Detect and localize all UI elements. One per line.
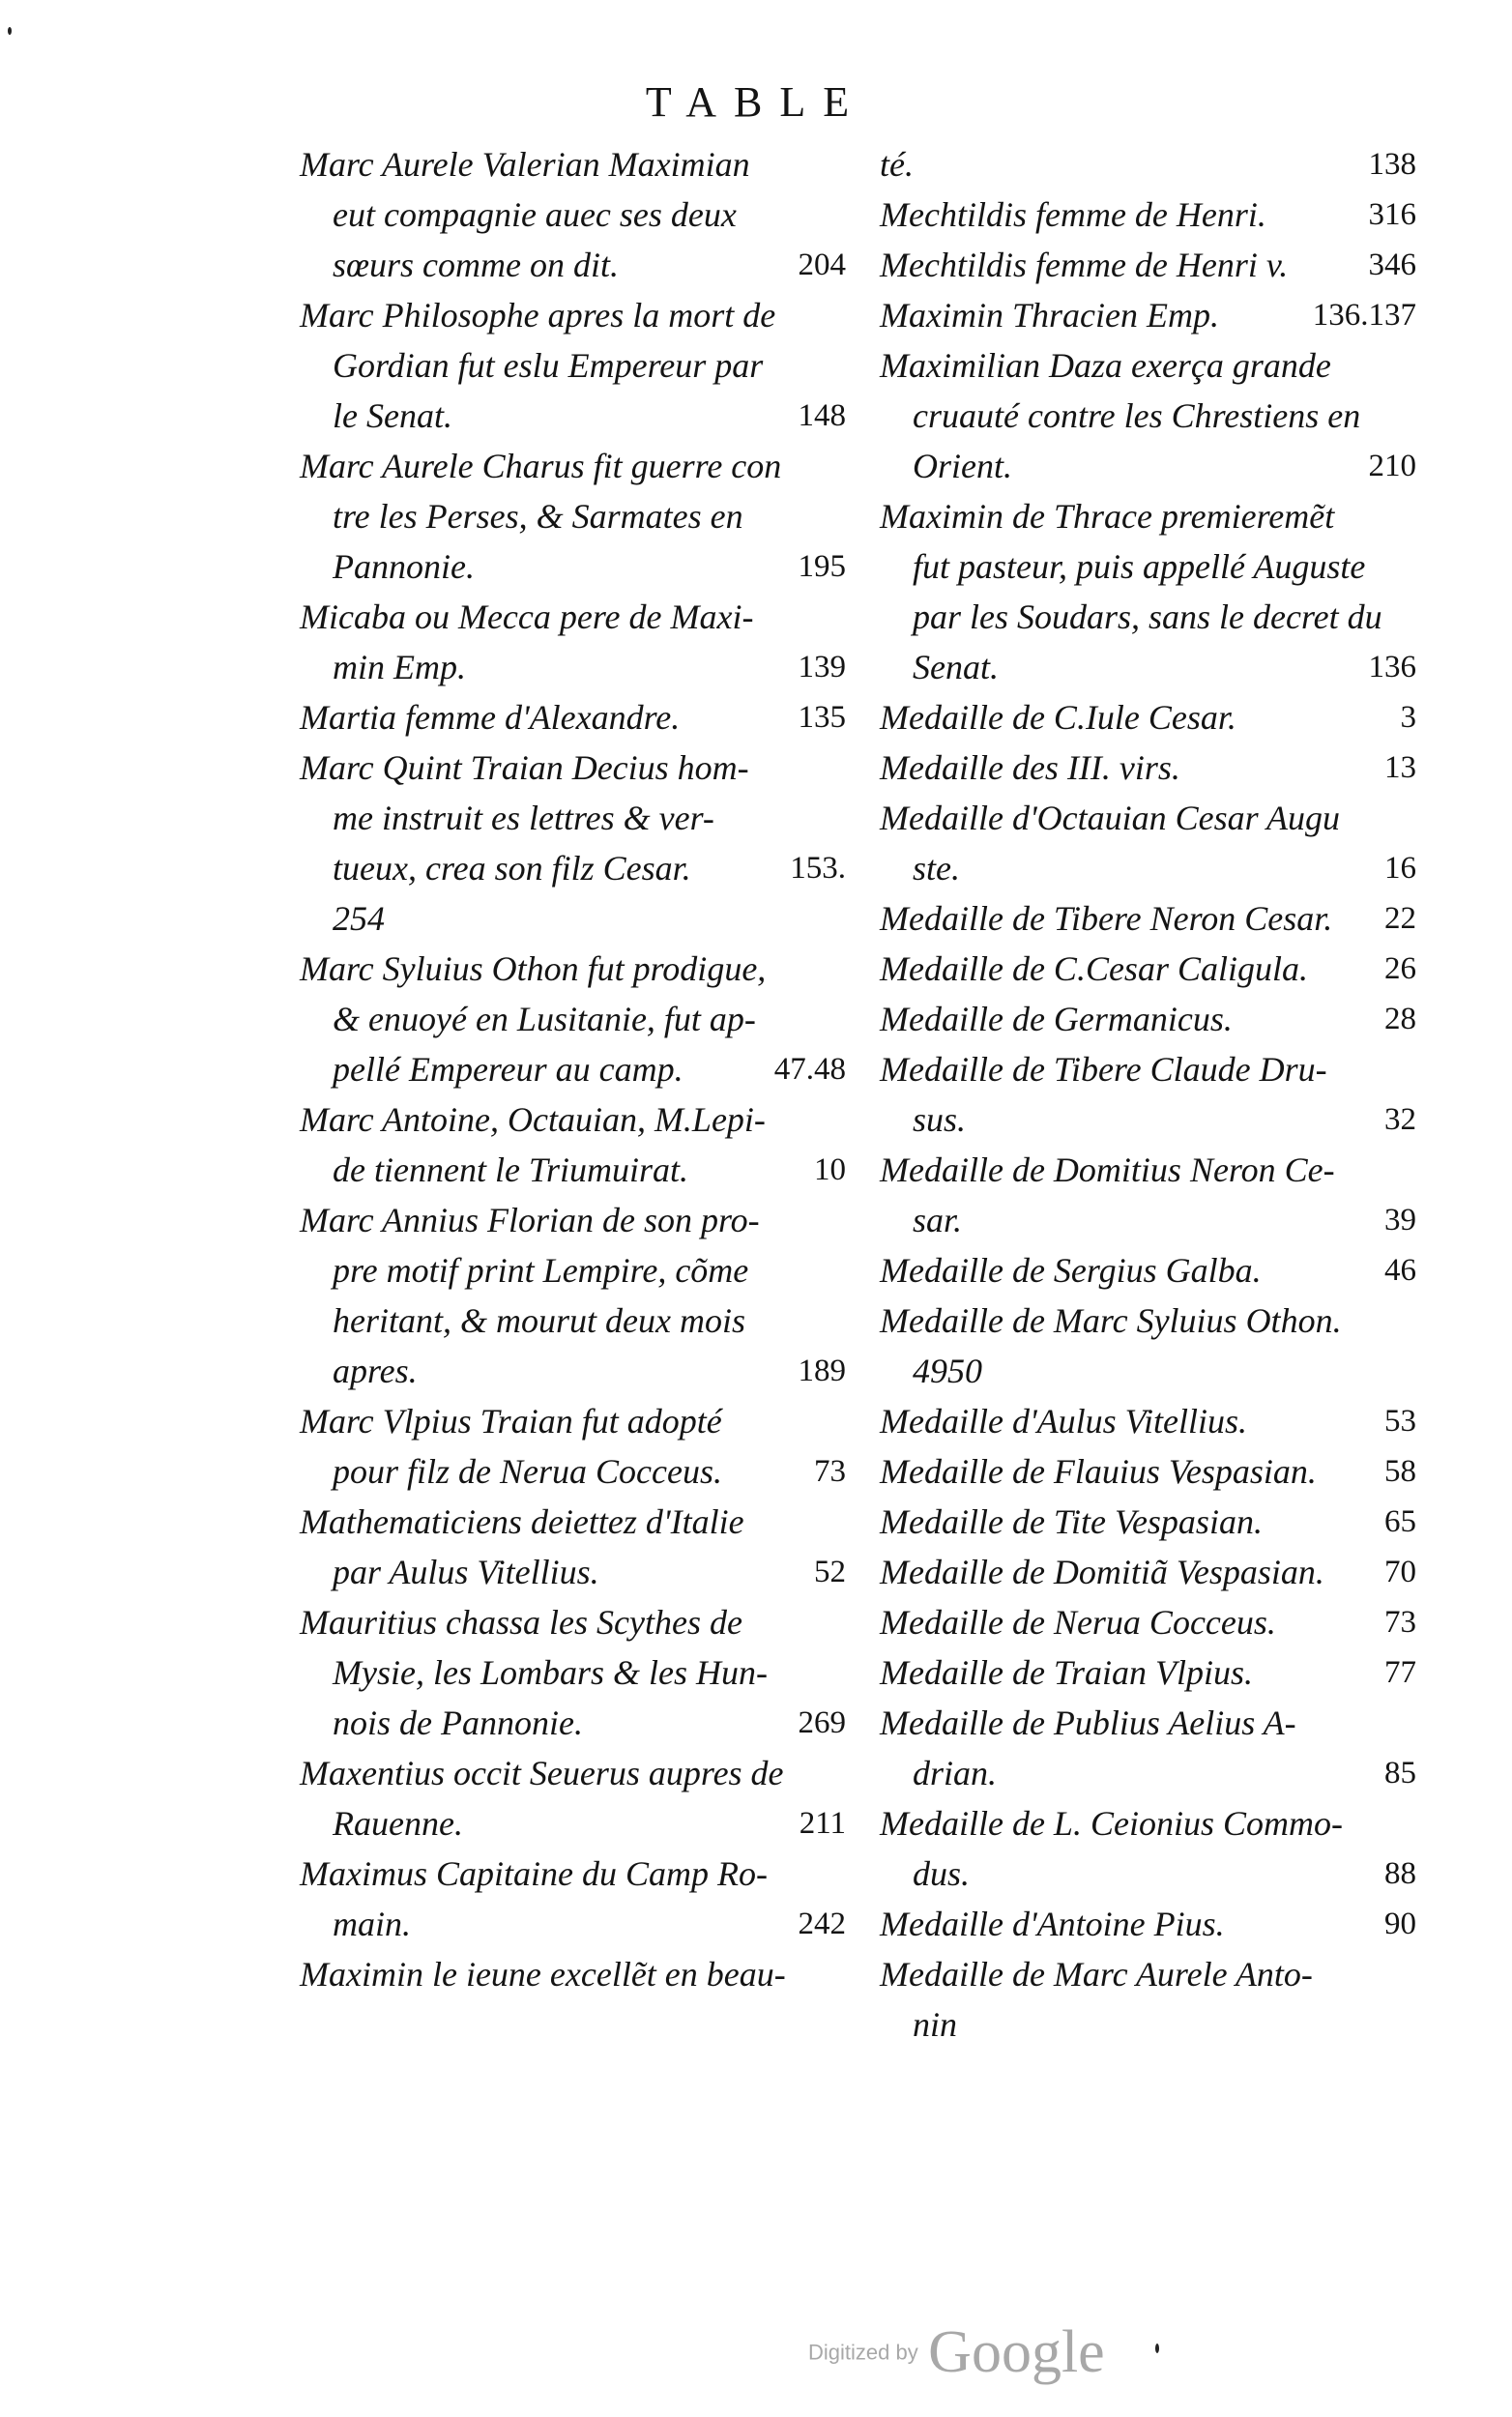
page-number: 52 [814, 1555, 846, 1589]
entry-line: Medaille de C.Cesar Caligula. [880, 949, 1308, 988]
entry-line: heritant, & mourut deux mois [333, 1301, 745, 1340]
entry-line: eut compagnie auec ses deux [333, 195, 737, 234]
entry-line: Medaille de Domitius Neron Ce- [880, 1150, 1335, 1189]
entry-line: Rauenne. [333, 1804, 463, 1843]
entry-line: Marc Aurele Charus fit guerre con [300, 447, 782, 485]
page-number: 148 [798, 398, 846, 433]
index-entry [300, 1949, 846, 1999]
entry-line: Martia femme d'Alexandre. [300, 698, 681, 737]
index-entry [300, 139, 846, 290]
index-entry [880, 893, 1416, 944]
index-entry [880, 994, 1416, 1044]
entry-line: Mauritius chassa les Scythes de [300, 1603, 742, 1642]
entry-line: tueux, crea son filz Cesar. [333, 849, 691, 888]
entry-line: par les Soudars, sans le decret du [913, 597, 1382, 636]
entry-line: Medaille d'Antoine Pius. [880, 1905, 1225, 1943]
page-number: 316 [1368, 197, 1416, 232]
entry-line: Marc Philosophe apres la mort de [300, 296, 776, 335]
entry-line: Gordian fut eslu Empereur par [333, 346, 764, 385]
index-entry [880, 1647, 1416, 1698]
entry-line: Maximin le ieune excellẽt en beau- [300, 1955, 786, 1994]
entry-line: Marc Vlpius Traian fut adopté [300, 1402, 722, 1441]
page-number: 189 [798, 1354, 846, 1388]
index-entry [300, 692, 846, 743]
entry-line: Medaille d'Aulus Vitellius. [880, 1402, 1247, 1441]
entry-line: Mechtildis femme de Henri v. [880, 246, 1289, 284]
index-entry [300, 592, 846, 692]
page-number: 32 [1384, 1102, 1416, 1137]
index-entry [880, 1899, 1416, 1949]
entry-line: Medaille de L. Ceionius Commo- [880, 1804, 1343, 1843]
page-number: 58 [1384, 1454, 1416, 1489]
entry-line: le Senat. [333, 396, 452, 435]
index-entry [300, 1597, 846, 1748]
page-number: 135 [798, 700, 846, 735]
entry-line: pour filz de Nerua Cocceus. [333, 1452, 722, 1491]
page-number: 70 [1384, 1555, 1416, 1589]
digitized-label: Digitized by [808, 2340, 918, 2365]
page-number: 138 [1368, 147, 1416, 182]
entry-line: Medaille de Marc Syluius Othon. [880, 1301, 1342, 1340]
page-number: 88 [1384, 1856, 1416, 1891]
index-entry [300, 1396, 846, 1497]
entry-line: cruauté contre les Chrestiens en [913, 396, 1361, 435]
google-logo: Google [928, 2319, 1105, 2385]
right-column [880, 139, 1416, 2050]
index-entry [880, 743, 1416, 793]
entry-line: Marc Aurele Valerian Maximian [300, 145, 750, 184]
entry-line: & enuoyé en Lusitanie, fut ap- [333, 1000, 756, 1038]
entry-line: Medaille des III. virs. [880, 748, 1180, 787]
entry-line: Maximin Thracien Emp. [880, 296, 1219, 335]
entry-line: nin [913, 2005, 958, 2044]
entry-line: min Emp. [333, 648, 466, 686]
entry-line: Marc Syluius Othon fut prodigue, [300, 949, 767, 988]
index-entry [880, 1044, 1416, 1145]
index-entry [880, 1497, 1416, 1547]
index-entry [300, 944, 846, 1094]
entry-line: de tiennent le Triumuirat. [333, 1150, 688, 1189]
entry-line: Orient. [913, 447, 1012, 485]
page-number: 210 [1368, 449, 1416, 483]
index-entry [300, 1094, 846, 1195]
entry-line: Medaille de Tite Vespasian. [880, 1502, 1263, 1541]
page-number: 26 [1384, 951, 1416, 986]
ink-speck [8, 27, 12, 35]
entry-line: Marc Quint Traian Decius hom- [300, 748, 749, 787]
page-number: 73 [1384, 1605, 1416, 1640]
entry-line: Pannonie. [333, 547, 475, 586]
entry-line: main. [333, 1905, 411, 1943]
entry-line: Medaille de Germanicus. [880, 1000, 1233, 1038]
page-number: 46 [1384, 1253, 1416, 1288]
page-number: 242 [798, 1907, 846, 1941]
index-entry [880, 290, 1416, 340]
index-entry [880, 139, 1416, 189]
entry-line: Medaille de Nerua Cocceus. [880, 1603, 1276, 1642]
entry-line: tre les Perses, & Sarmates en [333, 497, 743, 536]
entry-line: Medaille de Flauius Vespasian. [880, 1452, 1317, 1491]
index-entry [300, 1497, 846, 1597]
page-number: 195 [798, 549, 846, 584]
index-entry [880, 340, 1416, 491]
index-entry [880, 1698, 1416, 1798]
entry-line: Medaille de Publius Aelius A- [880, 1704, 1296, 1742]
entry-line: 254 [333, 899, 385, 938]
ink-speck [1155, 2344, 1159, 2353]
page-number: 90 [1384, 1907, 1416, 1941]
index-entry [880, 240, 1416, 290]
entry-line: Medaille de Traian Vlpius. [880, 1653, 1253, 1692]
entry-line: Maxentius occit Seuerus aupres de [300, 1754, 784, 1792]
entry-line: par Aulus Vitellius. [333, 1553, 599, 1591]
entry-line: Medaille de Marc Aurele Anto- [880, 1955, 1313, 1994]
index-entry [300, 290, 846, 441]
page-number: 13 [1384, 750, 1416, 785]
index-entry [300, 1849, 846, 1949]
entry-line: Maximus Capitaine du Camp Ro- [300, 1854, 768, 1893]
index-entry [880, 1145, 1416, 1245]
page-heading: TABLE [645, 78, 867, 126]
page-number: 47.48 [773, 1052, 846, 1087]
entry-line: Maximin de Thrace premieremẽt [880, 497, 1335, 536]
entry-line: pre motif print Lempire, cõme [333, 1251, 749, 1290]
index-entry [880, 692, 1416, 743]
entry-line: dus. [913, 1854, 971, 1893]
index-entry [880, 793, 1416, 893]
entry-line: Mathematiciens deiettez d'Italie [300, 1502, 744, 1541]
page-number: 269 [798, 1705, 846, 1740]
entry-line: sus. [913, 1100, 967, 1139]
page-number: 28 [1384, 1002, 1416, 1036]
page-number: 211 [799, 1806, 846, 1841]
page-number: 65 [1384, 1504, 1416, 1539]
entry-line: Marc Antoine, Octauian, M.Lepi- [300, 1100, 766, 1139]
page-number: 153. [790, 851, 846, 886]
index-entry [880, 944, 1416, 994]
index-entry [880, 1597, 1416, 1647]
index-entry [880, 1949, 1416, 2050]
index-entry [880, 1798, 1416, 1899]
entry-line: me instruit es lettres & ver- [333, 799, 714, 837]
entry-line: Medaille de Sergius Galba. [880, 1251, 1262, 1290]
page-number: 10 [814, 1152, 846, 1187]
page-number: 136.137 [1312, 298, 1416, 333]
page-number: 77 [1384, 1655, 1416, 1690]
index-entry [880, 1296, 1416, 1396]
page-number: 204 [798, 248, 846, 282]
page-number: 39 [1384, 1203, 1416, 1238]
entry-line: Maximilian Daza exerça grande [880, 346, 1331, 385]
entry-line: 4950 [913, 1352, 982, 1390]
page-number: 53 [1384, 1404, 1416, 1439]
page-number: 346 [1368, 248, 1416, 282]
entry-line: Medaille de Domitiã Vespasian. [880, 1553, 1324, 1591]
entry-line: té. [880, 145, 914, 184]
page-number: 139 [798, 650, 846, 684]
left-column [300, 139, 846, 1999]
entry-line: Medaille de Tibere Neron Cesar. [880, 899, 1333, 938]
entry-line: Mysie, les Lombars & les Hun- [333, 1653, 768, 1692]
page-number: 85 [1384, 1756, 1416, 1791]
entry-line: nois de Pannonie. [333, 1704, 583, 1742]
index-entry [880, 1547, 1416, 1597]
index-entry [300, 743, 846, 944]
entry-line: Marc Annius Florian de son pro- [300, 1201, 760, 1239]
digitized-by-watermark [808, 2318, 1105, 2387]
entry-line: apres. [333, 1352, 418, 1390]
index-entry [300, 1195, 846, 1396]
entry-line: Medaille de Tibere Claude Dru- [880, 1050, 1327, 1089]
index-entry [880, 1245, 1416, 1296]
entry-line: pellé Empereur au camp. [333, 1050, 683, 1089]
index-entry [880, 189, 1416, 240]
page-number: 22 [1384, 901, 1416, 936]
entry-line: Medaille d'Octauian Cesar Augu [880, 799, 1340, 837]
page-number: 73 [814, 1454, 846, 1489]
index-entry [880, 1446, 1416, 1497]
entry-line: Micaba ou Mecca pere de Maxi- [300, 597, 754, 636]
page-number: 136 [1368, 650, 1416, 684]
index-entry [300, 1748, 846, 1849]
page-number: 16 [1384, 851, 1416, 886]
entry-line: Mechtildis femme de Henri. [880, 195, 1266, 234]
page-number: 3 [1400, 700, 1416, 735]
entry-line: drian. [913, 1754, 998, 1792]
index-entry [300, 441, 846, 592]
entry-line: Senat. [913, 648, 999, 686]
entry-line: ste. [913, 849, 960, 888]
index-entry [880, 491, 1416, 692]
entry-line: sœurs comme on dit. [333, 246, 619, 284]
entry-line: Medaille de C.Iule Cesar. [880, 698, 1236, 737]
index-entry [880, 1396, 1416, 1446]
entry-line: fut pasteur, puis appellé Auguste [913, 547, 1366, 586]
entry-line: sar. [913, 1201, 963, 1239]
